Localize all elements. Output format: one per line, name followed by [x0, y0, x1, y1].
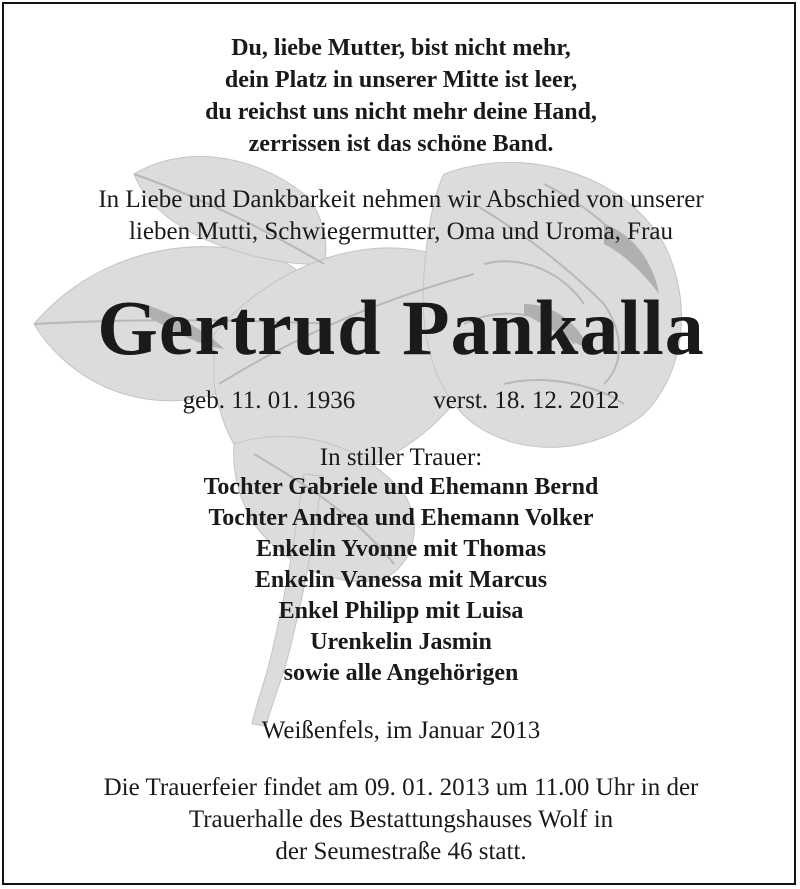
funeral-info-line: Trauerhalle des Bestattungshauses Wolf in	[188, 806, 614, 833]
intro-line: lieben Mutti, Schwiegermutter, Oma und Uroma, Frau	[128, 218, 674, 245]
funeral-info-line: der Seumestraße 46 statt.	[275, 838, 527, 865]
mourner-line: Urenkelin Jasmin	[310, 629, 492, 655]
mourner-line: Enkelin Yvonne mit Thomas	[255, 536, 547, 562]
mourner-line: sowie alle Angehörigen	[283, 660, 519, 686]
birth-date: geb. 11. 01. 1936	[182, 387, 356, 414]
verse-line: du reichst uns nicht mehr deine Hand,	[205, 99, 597, 125]
place-and-date: Weißenfels, im Januar 2013	[261, 717, 541, 744]
obituary-notice	[2, 2, 796, 885]
intro-line: In Liebe und Dankbarkeit nehmen wir Abschied von unserer	[98, 186, 704, 213]
death-date: verst. 18. 12. 2012	[433, 387, 620, 414]
deceased-name: Gertrud Pankalla	[97, 284, 705, 371]
mourner-line: Enkelin Vanessa mit Marcus	[254, 567, 548, 593]
mourner-line: Tochter Andrea und Ehemann Volker	[208, 505, 594, 531]
verse-line: zerrissen ist das schöne Band.	[248, 131, 554, 157]
verse-line: dein Platz in unserer Mitte ist leer,	[224, 67, 578, 93]
mourner-line: Enkel Philipp mit Luisa	[278, 598, 524, 624]
life-dates	[4, 386, 796, 416]
verse-line: Du, liebe Mutter, bist nicht mehr,	[231, 35, 571, 61]
mourning-label: In stiller Trauer:	[319, 444, 483, 471]
funeral-info-line: Die Trauerfeier findet am 09. 01. 2013 um 11.00 Uhr in der	[103, 774, 699, 801]
mourner-line: Tochter Gabriele und Ehemann Bernd	[203, 474, 599, 500]
